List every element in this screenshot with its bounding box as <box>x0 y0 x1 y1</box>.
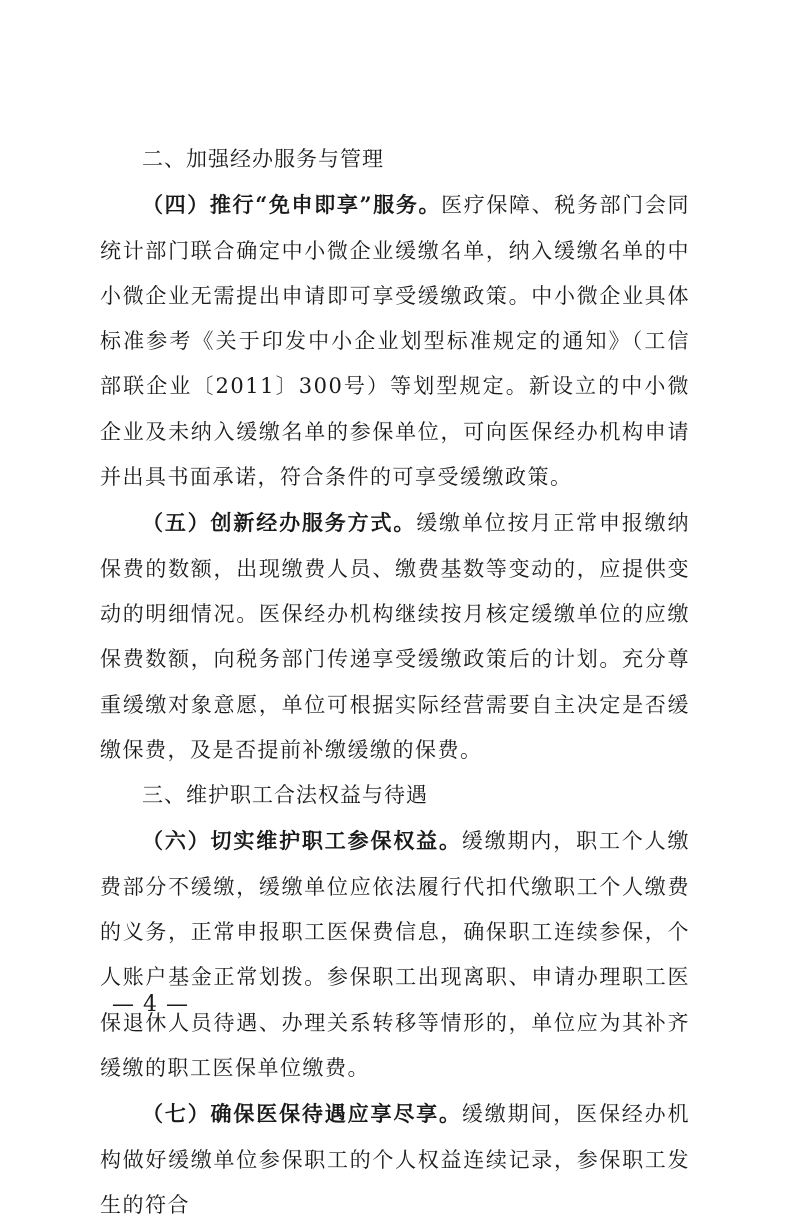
paragraph-item-7 <box>100 1091 690 1228</box>
section-heading-2: 二、加强经办服务与管理 <box>142 147 384 171</box>
document-body <box>100 137 690 1228</box>
paragraph-text: 缓缴单位按月正常申报缴纳保费的数额，出现缴费人员、缴费基数等变动的，应提供变动的明细情况。医保经办机构继续按月核定缓缴单位的应缴保费数额，向税务部门传递享受缓缴政策后的计划。充分尊重缓缴对象意愿，单位可根据实际经营需要自主决定是否缓缴保费，及是否提前补缴缓缴的保费。 <box>100 511 691 762</box>
paragraph-item-4 <box>100 182 690 500</box>
paragraph-lead: （七）确保医保待遇应享尽享。 <box>142 1101 462 1127</box>
page-number: — 4 — <box>112 992 189 1017</box>
paragraph-lead: （六）切实维护职工参保权益。 <box>142 828 462 854</box>
paragraph-item-6 <box>100 818 690 1091</box>
paragraph-lead: （四）推行“免申即享”服务。 <box>142 192 442 218</box>
paragraph-text: 医疗保障、税务部门会同统计部门联合确定中小微企业缓缴名单，纳入缓缴名单的中小微企业无需提出申请即可享受缓缴政策。中小微企业具体标准参考《关于印发中小企业划型标准规定的通知》（工信部联企业〔2011〕300号）等划型规定。新设立的中小微企业及未纳入缓缴名单的参保单位，可向医保经办机构申请并出具书面承诺，符合条件的可享受缓缴政策。 <box>100 193 690 490</box>
section-heading-3: 三、维护职工合法权益与待遇 <box>142 783 428 808</box>
paragraph-text: 缓缴期间，医保经办机构做好缓缴单位参保职工的个人权益连续记录，参保职工发生的符合 <box>100 1102 691 1217</box>
paragraph-text: 缓缴期内，职工个人缴费部分不缓缴，缓缴单位应依法履行代扣代缴职工个人缴费的义务，正常申报职工医保费信息，确保职工连续参保，个人账户基金正常划拨。参保职工出现离职、申请办理职工医保退休人员待遇、办理关系转移等情形的，单位应为其补齐缓缴的职工医保单位缴费。 <box>100 829 691 1080</box>
paragraph-lead: （五）创新经办服务方式。 <box>142 510 417 536</box>
paragraph-item-5 <box>100 500 690 773</box>
